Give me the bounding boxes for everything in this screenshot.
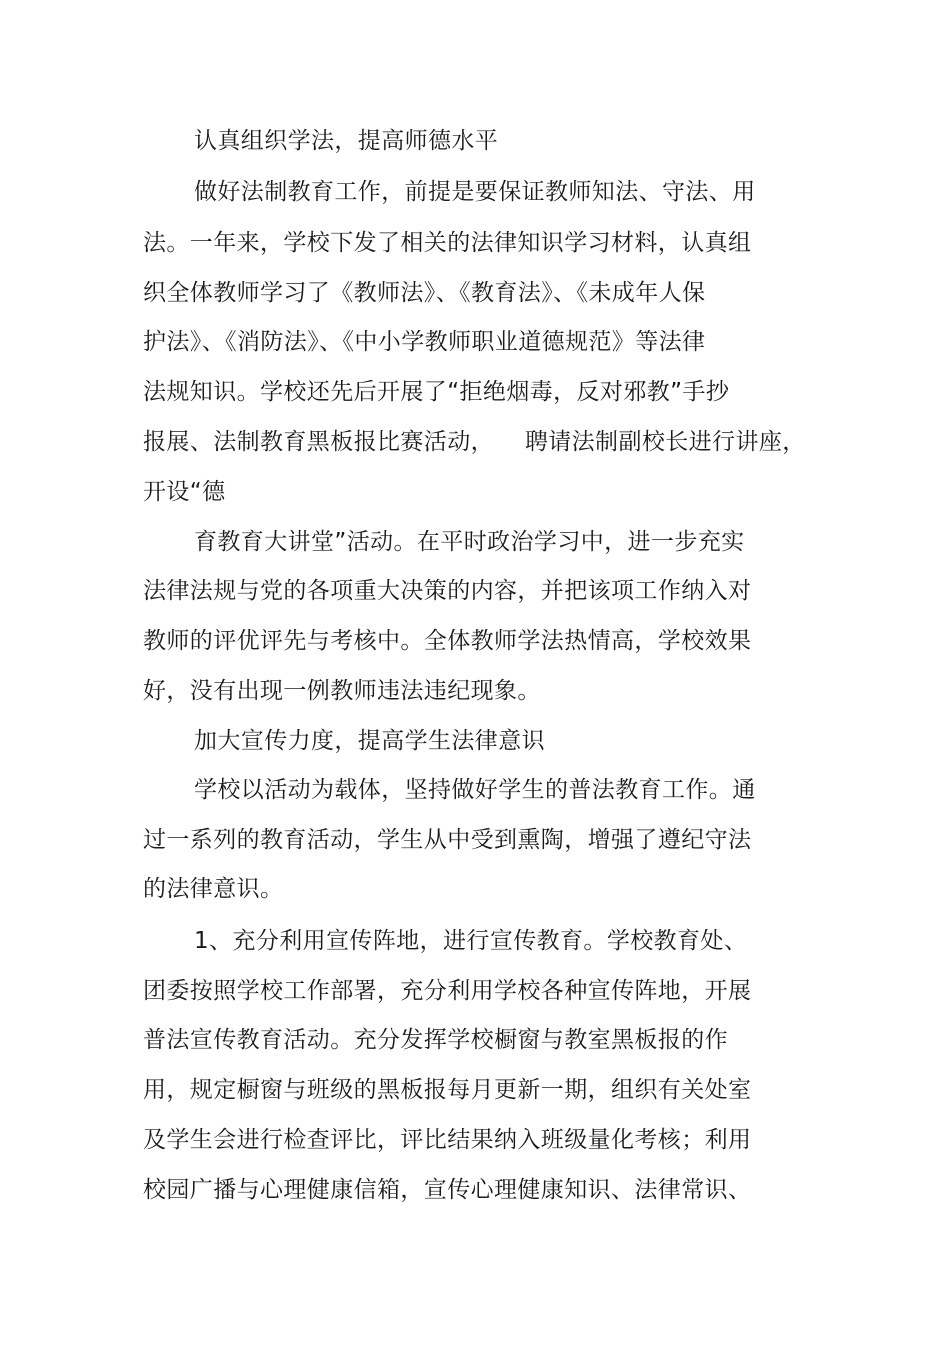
section-heading-study-law: 认真组织学法，提高师德水平 [194,128,499,154]
text-line: 法规知识。学校还先后开展了“拒绝烟毒，反对邪教”手抄 [143,379,730,405]
text-line: 织全体教师学习了《教师法》、《教育法》、《未成年人保 [143,280,706,306]
text-line: 法律法规与党的各项重大决策的内容，并把该项工作纳入对 [143,578,752,604]
section-heading-publicity: 加大宣传力度，提高学生法律意识 [194,728,545,754]
text-line: 团委按照学校工作部署，充分利用学校各种宣传阵地，开展 [143,978,752,1004]
text-line: 及学生会进行检查评比，评比结果纳入班级量化考核；利用 [143,1127,752,1153]
text-line: 用，规定橱窗与班级的黑板报每月更新一期，组织有关处室 [143,1077,752,1103]
text-line: 过一系列的教育活动，学生从中受到熏陶，增强了遵纪守法 [143,827,752,853]
text-line: 学校以活动为载体，坚持做好学生的普法教育工作。通 [194,777,756,803]
text-line: 法。一年来，学校下发了相关的法律知识学习材料，认真组 [143,230,752,256]
text-line: 报展、法制教育黑板报比赛活动， 聘请法制副校长进行讲座， [143,429,806,455]
text-line: 做好法制教育工作，前提是要保证教师知法、守法、用 [194,179,756,205]
text-line: 教师的评优评先与考核中。全体教师学法热情高，学校效果 [143,628,752,654]
text-line: 育教育大讲堂”活动。在平时政治学习中，进一步充实 [194,529,745,555]
text-line: 校园广播与心理健康信箱，宣传心理健康知识、法律常识、 [143,1177,752,1203]
text-line: 的法律意识。 [143,876,284,902]
text-line: 护法》、《消防法》、《中小学教师职业道德规范》等法律 [143,329,706,355]
text-line: 普法宣传教育活动。充分发挥学校橱窗与教室黑板报的作 [143,1027,728,1053]
text-line: 好，没有出现一例教师违法违纪现象。 [143,678,541,704]
text-line: 1、充分利用宣传阵地，进行宣传教育。学校教育处、 [194,928,748,954]
text-line: 开设“德 [143,479,226,505]
